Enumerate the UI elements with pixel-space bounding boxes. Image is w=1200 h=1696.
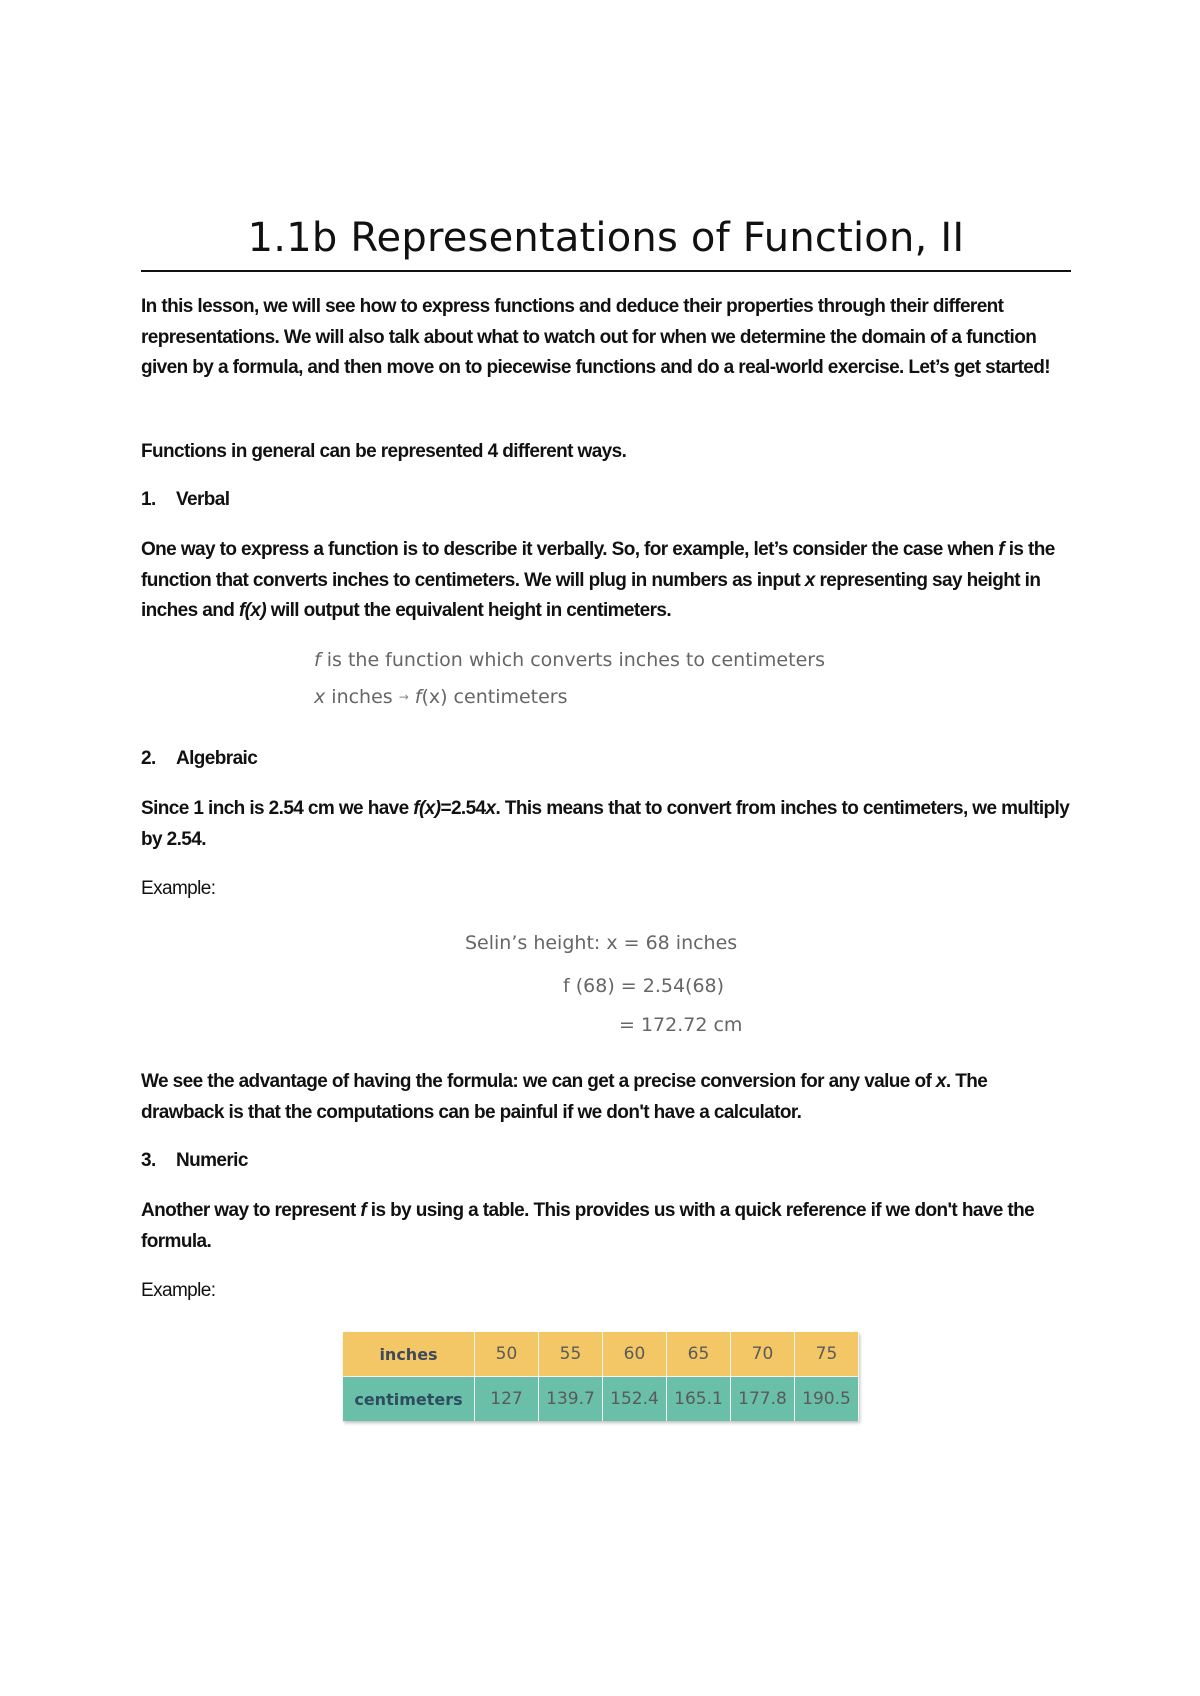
example-label: Example:: [141, 878, 216, 899]
title-divider: [141, 270, 1071, 272]
ways-sentence: Functions in general can be represented 4 different ways.: [141, 441, 627, 462]
row-header-inches: inches: [343, 1332, 475, 1377]
table-cell: 127: [475, 1377, 539, 1422]
table-cell: 65: [667, 1332, 731, 1377]
table-cell: 165.1: [667, 1377, 731, 1422]
section-label: Algebraic: [176, 748, 258, 769]
table-cell: 190.5: [795, 1377, 859, 1422]
table-row-centimeters: [343, 1377, 859, 1422]
table-cell: 60: [603, 1332, 667, 1377]
example-label: Example:: [141, 1280, 216, 1301]
section-number: 2.: [141, 748, 156, 769]
conversion-table: [343, 1332, 859, 1421]
verbal-paragraph: One way to express a function is to describe it verbally. So, for example, let’s consider the case when f is the function that converts inches to centimeters. We will plug in numbers as input x representing say height in inches and f(x) will output the equivalent height in centimeters.: [141, 539, 1055, 621]
formula-advantage-paragraph: We see the advantage of having the formula: we can get a precise conversion for any value of x. The drawback is that the computations can be painful if we don't have a calculator.: [141, 1071, 988, 1123]
arrow-icon: →: [398, 690, 409, 704]
table-cell: 139.7: [539, 1377, 603, 1422]
section-heading-numeric: [141, 1146, 248, 1176]
section-heading-algebraic: [141, 744, 257, 774]
section-heading-verbal: [141, 485, 229, 515]
section-number: 1.: [141, 489, 156, 510]
section-label: Numeric: [176, 1150, 248, 1171]
table-row-inches: [343, 1332, 859, 1377]
table-cell: 75: [795, 1332, 859, 1377]
table-cell: 152.4: [603, 1377, 667, 1422]
row-header-centimeters: centimeters: [343, 1377, 475, 1422]
verbal-math-line-1: f is the function which converts inches to centimeters: [314, 649, 825, 671]
example-line-3: = 172.72 cm: [619, 1014, 743, 1036]
verbal-math-line-2: x inches → f(x) centimeters: [314, 686, 568, 708]
section-number: 3.: [141, 1150, 156, 1171]
intro-paragraph: In this lesson, we will see how to express functions and deduce their properties through their different representations. We will also talk about what to watch out for when we determine the domain of a function given by a formula, and then move on to piecewise functions and do a real-world exercise. Let’s get started!: [141, 296, 1050, 378]
example-line-1: Selin’s height: x = 68 inches: [465, 932, 738, 954]
section-label: Verbal: [176, 489, 230, 510]
numeric-paragraph: Another way to represent f is by using a table. This provides us with a quick reference if we don't have the formula.: [141, 1200, 1035, 1252]
page-title: 1.1b Representations of Function, II: [247, 215, 965, 261]
table-cell: 50: [475, 1332, 539, 1377]
table-cell: 177.8: [731, 1377, 795, 1422]
table-cell: 55: [539, 1332, 603, 1377]
algebraic-paragraph: Since 1 inch is 2.54 cm we have f(x)=2.54x. This means that to convert from inches to centimeters, we multiply by 2.54.: [141, 798, 1070, 850]
table-cell: 70: [731, 1332, 795, 1377]
example-line-2: f (68) = 2.54(68): [563, 975, 725, 997]
